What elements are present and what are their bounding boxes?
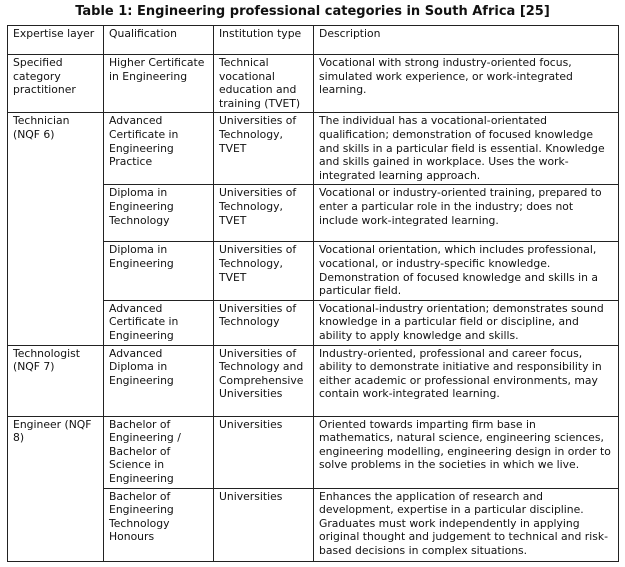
table-header-row	[8, 26, 619, 55]
table-caption: Table 1: Engineering professional categories in South Africa [25]	[75, 4, 550, 19]
layer-cell: Technician (NQF 6)	[8, 113, 104, 345]
header-expertise-layer: Expertise layer	[8, 26, 104, 55]
institution-cell: Universities of Technology, TVET	[214, 185, 314, 242]
description-cell: Vocational orientation, which includes professional, vocational, or industry-specific knowledge. Demonstration of focused knowledge and skills in a particular field.	[314, 242, 619, 300]
layer-cell: Specified category practitioner	[8, 55, 104, 113]
description-cell: Oriented towards imparting firm base in mathematics, natural science, engineering sciences, engineering modelling, engineering design in order to solve problems in the societies in which we live.	[314, 416, 619, 488]
qualification-cell: Advanced Certificate in Engineering	[104, 300, 214, 345]
table-row	[8, 113, 619, 185]
header-description: Description	[314, 26, 619, 55]
institution-cell: Universities of Technology	[214, 300, 314, 345]
layer-cell: Engineer (NQF 8)	[8, 416, 104, 561]
institution-cell: Technical vocational education and training (TVET)	[214, 55, 314, 113]
institution-cell: Universities of Technology, TVET	[214, 113, 314, 185]
description-cell: Industry-oriented, professional and career focus, ability to demonstrate initiative and responsibility in either academic or professional environments, may contain work-integrated learning.	[314, 345, 619, 416]
institution-cell: Universities	[214, 416, 314, 488]
description-cell: Enhances the application of research and development, expertise in a particular discipline. Graduates must work independently in applying original thought and judgement to technical and risk-based decisions in complex situations.	[314, 488, 619, 561]
qualification-cell: Advanced Diploma in Engineering	[104, 345, 214, 416]
table-row	[8, 345, 619, 416]
header-qualification: Qualification	[104, 26, 214, 55]
qualification-cell: Diploma in Engineering Technology	[104, 185, 214, 242]
qualification-cell: Bachelor of Engineering Technology Honours	[104, 488, 214, 561]
institution-cell: Universities	[214, 488, 314, 561]
layer-cell: Technologist (NQF 7)	[8, 345, 104, 416]
header-institution-type: Institution type	[214, 26, 314, 55]
qualification-cell: Bachelor of Engineering / Bachelor of Science in Engineering	[104, 416, 214, 488]
engineering-categories-table	[7, 25, 619, 562]
table-row	[8, 416, 619, 488]
qualification-cell: Advanced Certificate in Engineering Practice	[104, 113, 214, 185]
institution-cell: Universities of Technology, TVET	[214, 242, 314, 300]
description-cell: Vocational-industry orientation; demonstrates sound knowledge in a particular field or discipline, and ability to apply knowledge and skills.	[314, 300, 619, 345]
description-cell: Vocational or industry-oriented training, prepared to enter a particular role in the industry; does not include work-integrated learning.	[314, 185, 619, 242]
institution-cell: Universities of Technology and Comprehensive Universities	[214, 345, 314, 416]
description-cell: The individual has a vocational-orientated qualification; demonstration of focused knowledge and skills in a particular field is essential. Knowledge and skills gained in workplace. Uses the work-integrated learning approach.	[314, 113, 619, 185]
qualification-cell: Diploma in Engineering	[104, 242, 214, 300]
description-cell: Vocational with strong industry-oriented focus, simulated work experience, or work-integrated learning.	[314, 55, 619, 113]
table-row	[8, 55, 619, 113]
qualification-cell: Higher Certificate in Engineering	[104, 55, 214, 113]
